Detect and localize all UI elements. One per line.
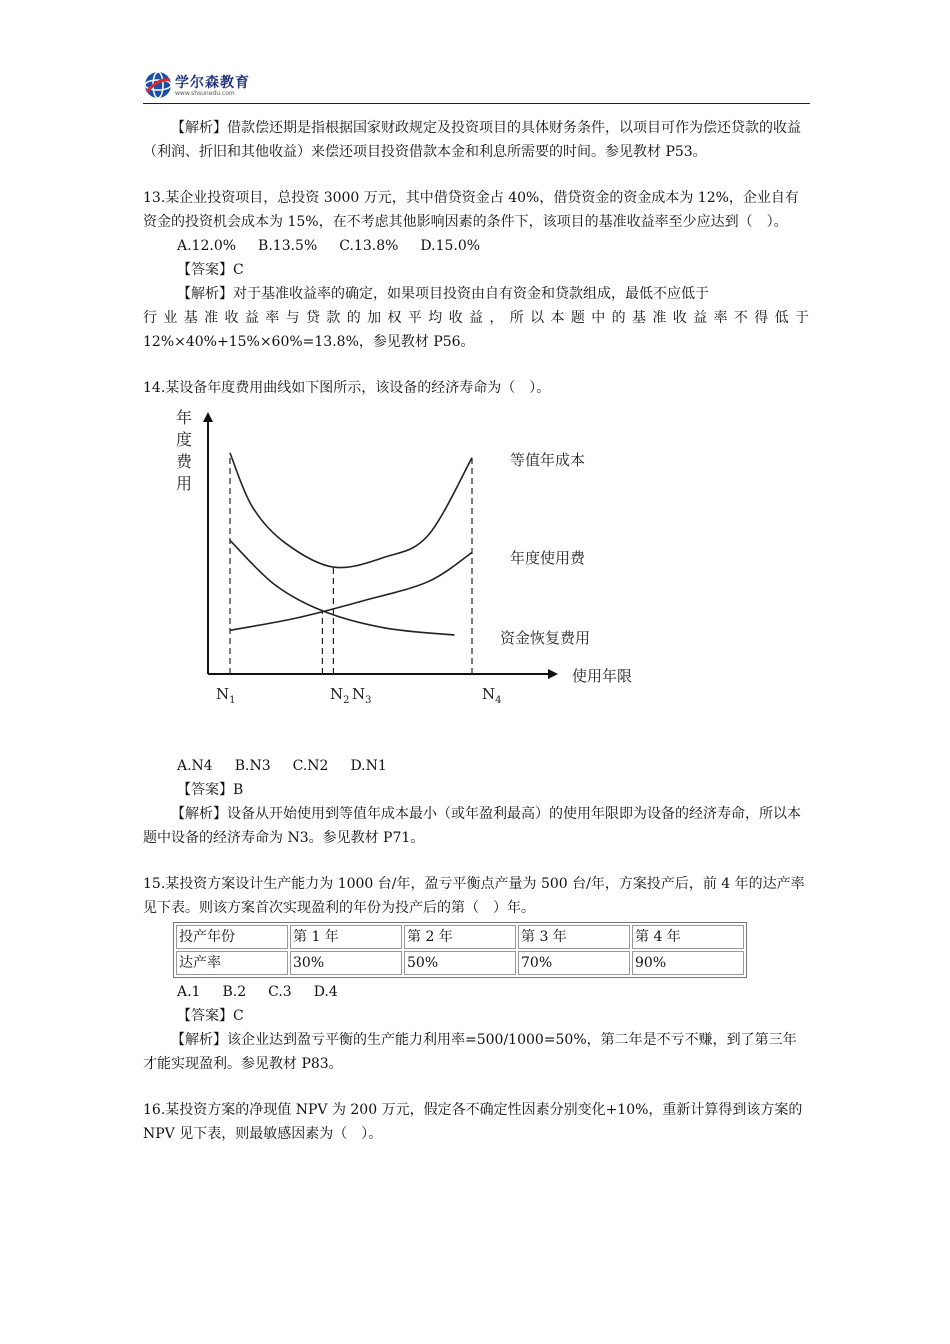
tick-n1-label: N: [216, 685, 230, 703]
table-cell: 第 4 年: [632, 925, 744, 949]
table-cell: 第 1 年: [290, 925, 402, 949]
q15-option-c: C.3: [268, 984, 292, 1000]
table-cell: 达产率: [176, 951, 288, 975]
q13-analysis-line2: 行业基准收益率与贷款的加权平均收益，所以本题中的基准收益率不得低于: [143, 310, 809, 326]
table-row: [176, 951, 744, 975]
q15-stem: 15.某投资方案设计生产能力为 1000 台/年，盈亏平衡点产量为 500 台/年，方案投产后，前 4 年的达产率见下表。则该方案首次实现盈利的年份为投产后的第（ ）年。: [143, 876, 805, 916]
tick-n2-sub: 2: [343, 695, 350, 706]
y-label-char-1: 年: [176, 408, 193, 427]
y-label-char-4: 用: [176, 474, 193, 493]
table-cell: 70%: [518, 951, 630, 975]
q14-option-a: A.N4: [177, 758, 213, 774]
document-body: [143, 116, 809, 1146]
tick-n2: [330, 682, 350, 713]
annual-cost-chart: [168, 406, 688, 716]
tick-n4-sub: 4: [495, 695, 502, 706]
q14-options: [143, 754, 809, 778]
q15-option-b: B.2: [222, 984, 247, 1000]
q15-option-d: D.4: [313, 984, 338, 1000]
globe-icon: [143, 70, 173, 100]
table-row: [176, 925, 744, 949]
tick-n1: [216, 682, 236, 713]
q15-capacity-table: [173, 922, 747, 978]
brand-url: www.shsunedu.com: [175, 90, 235, 97]
y-label-char-3: 费: [176, 452, 193, 471]
q12-analysis: 【解析】借款偿还期是指根据国家财政规定及投资项目的具体财务条件，以项目可作为偿还贷款的收益（利润、折旧和其他收益）来偿还项目投资借款本金和利息所需要的时间。参见教材 P53。: [143, 120, 801, 160]
q13-analysis-line3: 12%×40%+15%×60%=13.8%，参见教材 P56。: [143, 334, 475, 350]
tick-n2-label: N: [330, 685, 344, 703]
equivalent-annual-cost-curve: [230, 453, 472, 568]
q13-option-c: C.13.8%: [339, 238, 399, 254]
q14-option-b: B.N3: [234, 758, 271, 774]
capital-recovery-cost-curve: [230, 540, 454, 635]
series-label-capital-recovery-cost: 资金恢复费用: [500, 629, 591, 647]
table-cell: 第 3 年: [518, 925, 630, 949]
tick-n1-sub: 1: [229, 695, 236, 706]
series-label-annual-operating-cost: 年度使用费: [510, 549, 586, 567]
tick-n3: [352, 682, 372, 713]
tick-n4-label: N: [482, 685, 496, 703]
header-divider: [143, 103, 810, 104]
q14-answer: 【答案】B: [177, 782, 244, 798]
q15-options: [143, 980, 809, 1004]
q15-answer: 【答案】C: [177, 1008, 244, 1024]
x-axis-label: 使用年限: [572, 667, 633, 685]
q13-option-d: D.15.0%: [420, 238, 481, 254]
q13-option-b: B.13.5%: [258, 238, 318, 254]
q14-analysis: 【解析】设备从开始使用到等值年成本最小（或年盈利最高）的使用年限即为设备的经济寿命，所以本题中设备的经济寿命为 N3。参见教材 P71。: [143, 806, 801, 846]
q15-analysis: 【解析】该企业达到盈亏平衡的生产能力利用率=500/1000=50%，第二年是不亏不赚，到了第三年才能实现盈利。参见教材 P83。: [143, 1032, 797, 1072]
series-label-equivalent-annual-cost: 等值年成本: [510, 451, 586, 469]
q13-answer: 【答案】C: [177, 262, 244, 278]
table-cell: 第 2 年: [404, 925, 516, 949]
tick-n3-label: N: [352, 685, 366, 703]
table-cell: 50%: [404, 951, 516, 975]
q14-stem: 14.某设备年度费用曲线如下图所示，该设备的经济寿命为（ ）。: [143, 380, 551, 396]
brand-name: 学尔森教育: [175, 75, 250, 91]
table-cell: 90%: [632, 951, 744, 975]
q16-stem: 16.某投资方案的净现值 NPV 为 200 万元，假定各不确定性因素分别变化+10%，重新计算得到该方案的 NPV 见下表，则最敏感因素为（ ）。: [143, 1102, 803, 1142]
q13-options: [143, 234, 809, 258]
table-cell: 30%: [290, 951, 402, 975]
tick-n4: [482, 682, 502, 713]
annual-operating-cost-curve: [230, 553, 472, 631]
q13-stem: 13.某企业投资项目，总投资 3000 万元，其中借贷资金占 40%，借贷资金的资金成本为 12%，企业自有资金的投资机会成本为 15%，在不考虑其他影响因素的条件下，该项目的基准收益率至少应达到（ ）。: [143, 190, 799, 230]
q13-option-a: A.12.0%: [177, 238, 237, 254]
q15-option-a: A.1: [177, 984, 201, 1000]
brand-logo: [143, 70, 293, 102]
q14-option-d: D.N1: [350, 758, 387, 774]
tick-n3-sub: 3: [365, 695, 372, 706]
y-label-char-2: 度: [176, 430, 193, 449]
table-cell: 投产年份: [176, 925, 288, 949]
q14-option-c: C.N2: [292, 758, 329, 774]
q13-analysis-line1: 【解析】对于基准收益率的确定，如果项目投资由自有资金和贷款组成，最低不应低于: [177, 286, 709, 302]
